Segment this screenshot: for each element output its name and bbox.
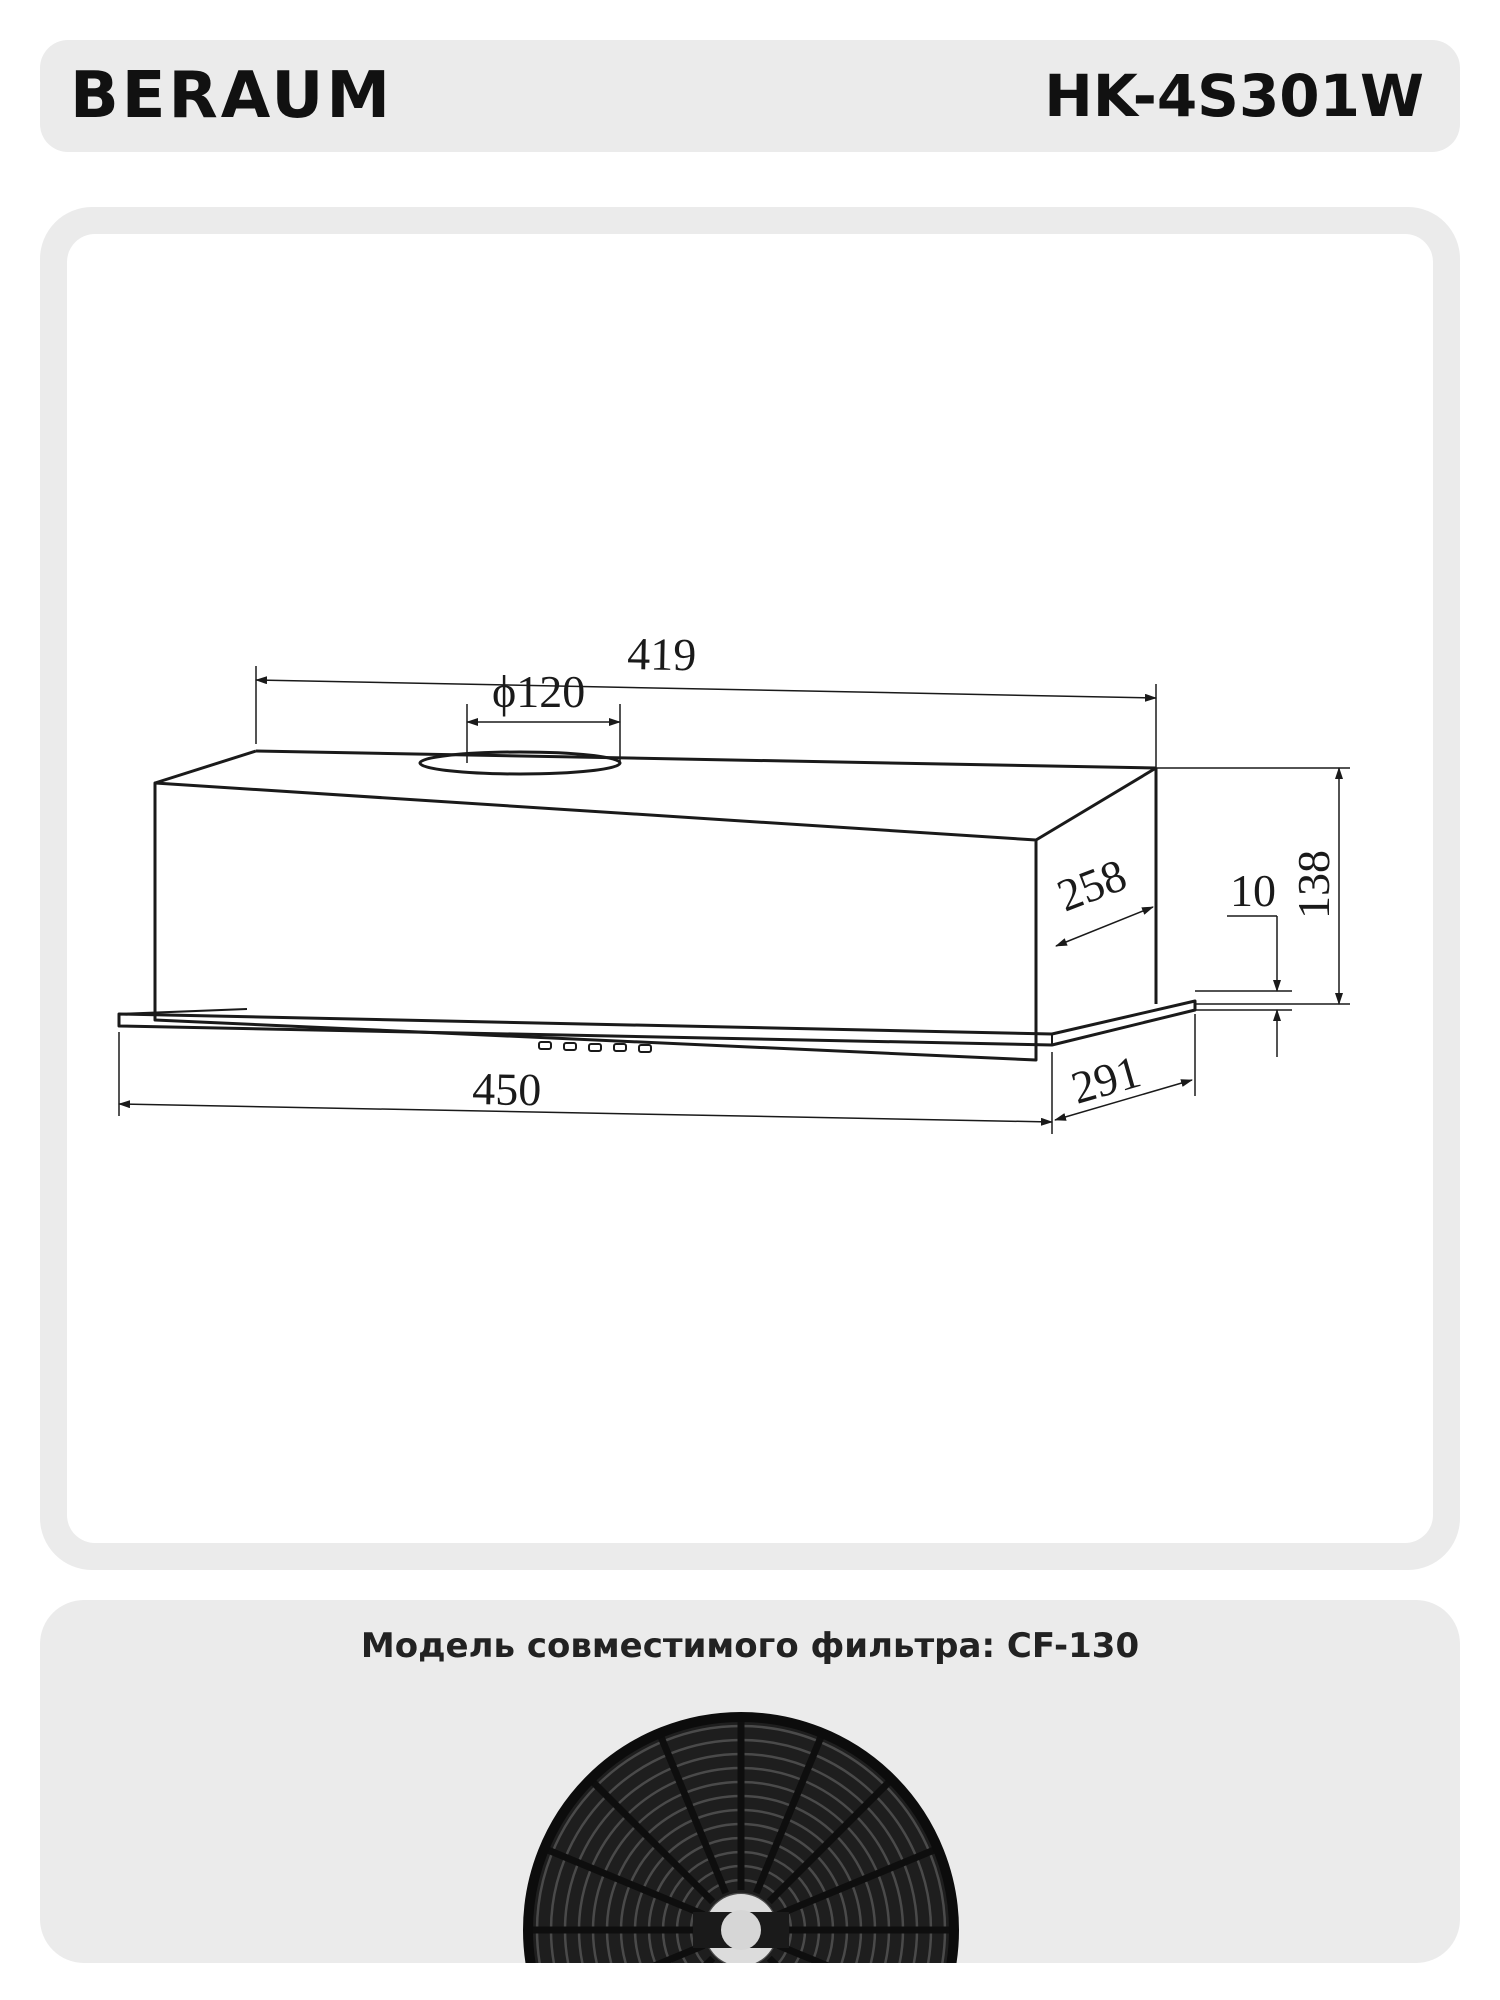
dim-label-419: 419 [626, 628, 697, 681]
dim-line-450 [119, 1104, 1052, 1122]
dim-label-10: 10 [1230, 865, 1276, 916]
hood-body [155, 751, 1156, 1060]
dim-label-291: 291 [1065, 1045, 1147, 1114]
dim-line-419 [256, 680, 1156, 698]
filter-caption: Модель совместимого фильтра: CF-130 [360, 1626, 1140, 1666]
dimension-drawing [67, 234, 1433, 1543]
brand-logo: BERAUM [70, 59, 393, 133]
diagram-frame [40, 207, 1460, 1570]
front-panel [119, 1001, 1195, 1045]
control-buttons [539, 1042, 651, 1052]
dim-label-258: 258 [1050, 848, 1134, 922]
dim-label-138: 138 [1288, 850, 1339, 919]
extension-lines [119, 666, 1350, 1134]
dim-label-450: 450 [471, 1063, 542, 1116]
filter-panel [40, 1600, 1460, 1963]
model-number: HK-4S301W [1044, 62, 1424, 130]
diagram-canvas [67, 234, 1433, 1543]
header-bar [40, 40, 1460, 152]
dim-label-120: ϕ120 [492, 666, 586, 717]
